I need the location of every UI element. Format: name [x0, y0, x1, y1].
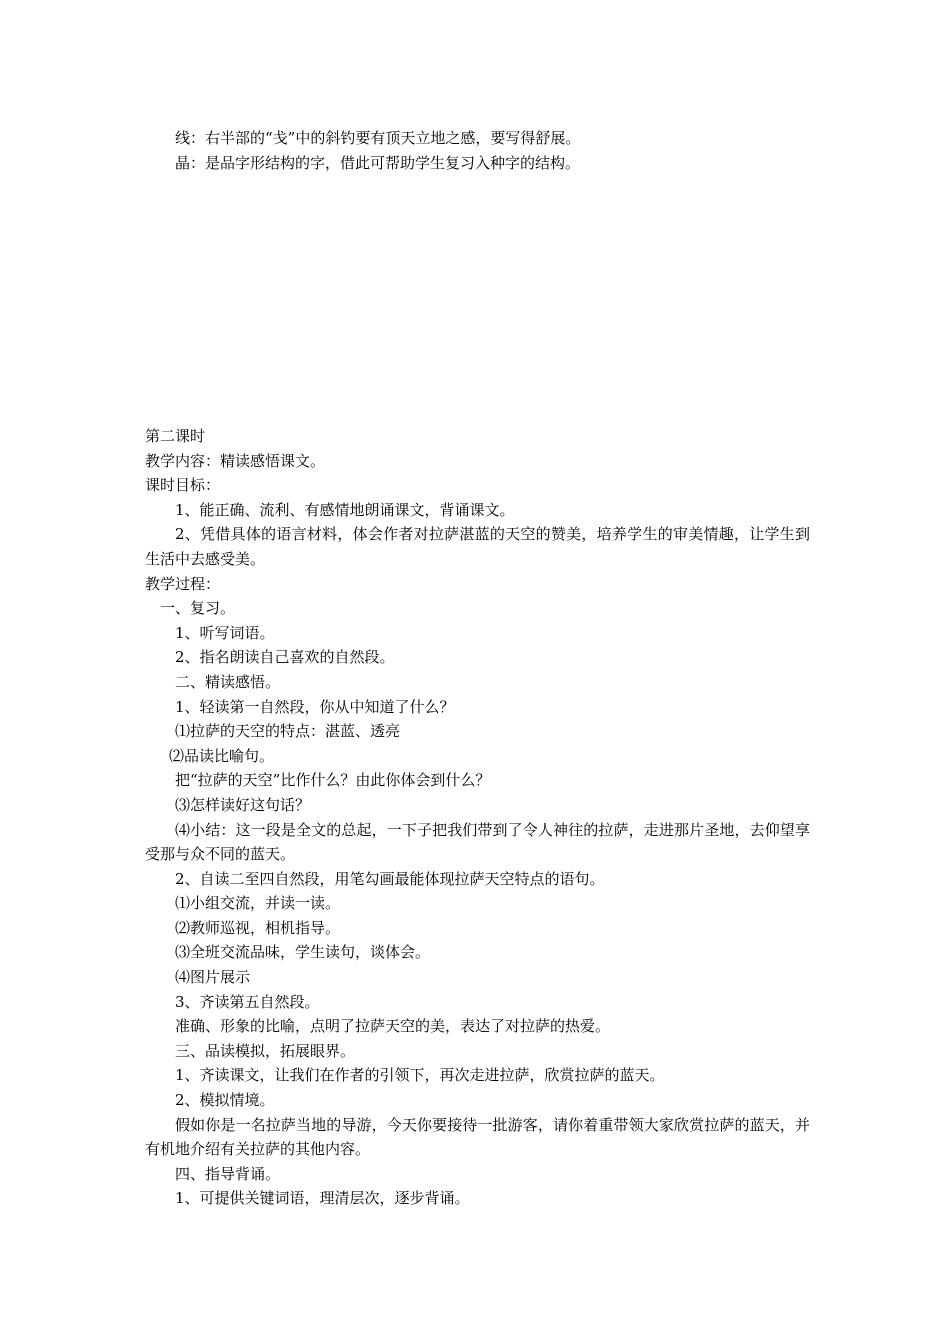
process-label: 教学过程： — [145, 574, 221, 593]
lesson-two-section — [145, 424, 810, 1211]
character-notes — [145, 126, 810, 175]
note-line-xian: 线：右半部的“戋”中的斜钓要有顶天立地之感，要写得舒展。 — [175, 129, 581, 147]
section-heading: 第二课时 — [145, 427, 206, 445]
sub-item: ⑶全班交流品味，学生读句，谈体会。 — [175, 943, 431, 962]
step-item: 1、轻读第一自然段，你从中知道了什么？ — [175, 697, 455, 716]
teaching-content: 教学内容：精读感悟课文。 — [145, 451, 326, 470]
goals-label: 课时目标： — [145, 476, 221, 495]
step-item: 2、模拟情境。 — [175, 1091, 275, 1110]
sub-item: ⑴小组交流，并读一读。 — [175, 894, 341, 913]
step-item: 1、可提供关键词语，理清层次，逐步背诵。 — [175, 1189, 470, 1208]
sub-item: ⑵教师巡视，相机指导。 — [175, 918, 341, 937]
goal-item: 1、能正确、流利、有感情地朗诵课文，背诵课文。 — [175, 500, 515, 519]
sub-item: ⑷小结：这一段是全文的总起，一下子把我们带到了令人神往的拉萨，走进那片圣地，去仰望享受那与众不同的蓝天。 — [145, 820, 810, 864]
step-item: 3、齐读第五自然段。 — [175, 992, 320, 1011]
sub-item: ⑶怎样读好这句话？ — [175, 795, 311, 814]
step-item: 2、自读二至四自然段，用笔勾画最能体现拉萨天空特点的语句。 — [175, 869, 605, 888]
sub-item: ⑵品读比喻句。 — [169, 746, 275, 765]
note-line-jing: 晶：是品字形结构的字，借此可帮助学生复习入种字的结构。 — [175, 153, 581, 172]
step-heading: 一、复习。 — [160, 599, 236, 618]
sub-item: 假如你是一名拉萨当地的导游，今天你要接待一批游客，请你着重带领大家欣赏拉萨的蓝天，并有机地介绍有关拉萨的其他内容。 — [145, 1115, 810, 1159]
step-heading: 三、品读模拟，拓展眼界。 — [175, 1041, 356, 1060]
step-item: 1、齐读课文，让我们在作者的引领下，再次走进拉萨，欣赏拉萨的蓝天。 — [175, 1066, 665, 1085]
goal-item: 2、凭借具体的语言材料，体会作者对拉萨湛蓝的天空的赞美，培养学生的审美情趣，让学生到生活中去感受美。 — [145, 525, 810, 568]
sub-item: ⑷图片展示 — [175, 968, 251, 987]
sub-item: 准确、形象的比喻，点明了拉萨天空的美，表达了对拉萨的热爱。 — [175, 1017, 611, 1036]
step-heading: 二、精读感悟。 — [175, 672, 281, 691]
step-item: 1、听写词语。 — [175, 623, 275, 642]
step-item: 2、指名朗读自己喜欢的自然段。 — [175, 648, 395, 667]
step-heading: 四、指导背诵。 — [175, 1164, 281, 1183]
sub-item: ⑴拉萨的天空的特点：湛蓝、透亮 — [175, 722, 401, 741]
sub-item: 把“拉萨的天空”比作什么？由此你体会到什么？ — [175, 771, 491, 790]
